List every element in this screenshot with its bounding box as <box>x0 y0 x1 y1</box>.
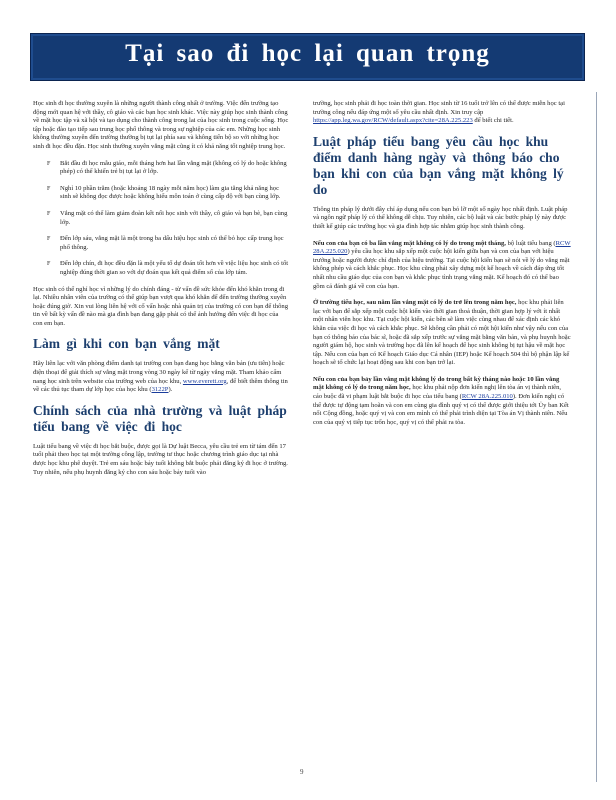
bullet-icon: F <box>47 160 51 167</box>
district-website-link[interactable]: www.everett.org <box>182 377 227 385</box>
section-heading-policy: Chính sách của nhà trường và luật pháp tiểu bang về việc đi học <box>33 402 287 434</box>
subheading: Nếu con của bạn bảy lần vắng mặt không lý do trong bất kỳ tháng nào hoặc 10 lần vắng mặt không có lý do trong năm học, <box>313 375 560 392</box>
page-divider <box>596 92 597 782</box>
title-banner <box>30 33 585 81</box>
section-heading-absence: Làm gì khi con bạn vắng mặt <box>33 336 220 352</box>
three-absences-paragraph: Nếu con của bạn có ba lần vắng mặt không có lý do trong một tháng, bộ luật tiểu bang (RCW 28A.225.020) yêu cầu học khu sắp xếp một cuộc hội kiến giữa bạn và con của bạn với hiệu trưởng hoặc người được chỉ định của hiệu trưởng. Tại cuộc hội kiến bạn sẽ nói về lý do vắng mặt không phép và cách khắc phục. Học khu cũng phải xây dựng một kế hoạch về cách đáp ứng tốt nhất nhu cầu giáo dục của con bạn và khắc phục tình trạng vắng mặt. Kế hoạch đó có thể bao gồm cả đánh giá về con của bạn. <box>313 239 571 290</box>
list-item: F Bắt đầu đi học mẫu giáo, mỗi tháng hơn hai lần vắng mặt (không có lý do hoặc không phép) có thể khiến trẻ bị tụt lại ở lớp. <box>47 159 287 176</box>
bullet-icon: F <box>47 185 51 192</box>
left-column <box>33 100 289 485</box>
rcw-010-link[interactable]: RCW 28A.225.010 <box>461 393 513 401</box>
section-heading-state-law: Luật pháp tiểu bang yêu cầu học khu điểm danh hàng ngày và thông báo cho bạn khi con của bạn vắng mặt không lý do <box>313 133 564 197</box>
list-item: F Nghỉ 10 phần trăm (hoặc khoảng 18 ngày mỗi năm học) làm gia tăng khả năng học sinh sẽ không đọc được hoặc không hiểu môn toán ở cùng cấp độ với bạn cùng lớp. <box>47 184 281 201</box>
five-absences-paragraph: Ở trường tiểu học, sau năm lần vắng mặt có lý do trở lên trong năm học, học khu phải liên lạc với bạn để sắp xếp một cuộc hội kiến vào thời gian thoả thuận, thời gian hợp lý với ít nhất một nhân viên học khu. Tại cuộc hội kiến, các bên sẽ làm việc cùng nhau để xác định các khó khăn của việc đi học và cách khắc phục. Sẽ không cần phải có một hội kiến như vậy nếu con của bạn có thông báo của bác sĩ, hoặc đã sắp xếp trước sự vắng mặt bằng văn bản, và phụ huynh hoặc người giám hộ, học sinh và trường học đã lên kế hoạch để học sinh không bị tụt hậu về mặt học tập. Nếu con của bạn có Kế hoạch Giáo dục Cá nhân (IEP) hoặc Kế hoạch 504 thì bộ phận lập kế hoạch sẽ tổ chức lại hoạt động sau khi con bạn trở lại. <box>313 299 571 367</box>
attendance-facts-list <box>33 160 289 278</box>
bullet-icon: F <box>47 261 51 268</box>
absence-paragraph: Hãy liên lạc với văn phòng điểm danh tại trường con bạn đang học bằng văn bản (ưu tiên) hoặc điện thoại để giải thích sự vắng mặt trong vòng 30 ngày kể từ ngày vắng mặt. Tham khảo cẩm nang học sinh trên website của trường web của học khu, www.everett.org, để biết thêm thông tin về các thủ tục tham dự lớp học của học khu (3122P). <box>33 360 288 394</box>
page-title: Tại sao đi học lại quan trọng <box>125 40 490 67</box>
law-intro-paragraph: Thông tin pháp lý dưới đây chỉ áp dụng nếu con bạn bỏ lỡ một số ngày học nhất định. Luật pháp và ngôn ngữ pháp lý có thể không dễ chịu. Tuy nhiên, các bộ luật và các bước pháp lý này được thiết kế giúp các trường học và gia đình hợp tác nhằm giúp học sinh thành công. <box>313 205 568 230</box>
page-number: 9 <box>300 768 304 776</box>
seven-absences-paragraph: Nếu con của bạn bảy lần vắng mặt không lý do trong bất kỳ tháng nào hoặc 10 lần vắng mặt không có lý do trong năm học, học khu phải nộp đơn kiến nghị lên tòa án vị thành niên, cáo buộc đã vi phạm luật bắt buộc đi học của tiểu bang (RCW 28A.225.010). Đơn kiến nghị có thể được tự động tạm hoãn và con em cùng gia đình quý vị có thể được giới thiệu tới Ủy ban Kết nối Cộng đồng, hoặc quý vị và con em mình có thể phải trình diện tại Tòa án Vị thành niên. Nếu con của quý vị tiếp tục trốn học, quý vị có thể phải ra tòa. <box>313 375 569 426</box>
list-item: F Đến lớp chín, đi học đều đặn là một yếu tố dự đoán tốt hơn về việc liệu học sinh có tốt nghiệp đúng thời gian so với dự đoán qua kết quả điểm số của lớp tám. <box>47 260 289 276</box>
continuation-paragraph: trường, học sinh phải đi học toàn thời gian. Học sinh từ 16 tuổi trở lên có thể được miễn học tại trường công nếu đáp ứng một số yêu cầu nhất định. Xin truy cập https://app.leg.wa.gov/RCW/default.aspx?cite=28A.225.223 để biết chi tiết. <box>313 100 565 125</box>
list-item: F Đến lớp sáu, vắng mặt là một trong ba dấu hiệu học sinh có thể bỏ học cấp trung học phổ thông. <box>47 235 284 251</box>
bullet-icon: F <box>47 210 51 217</box>
subheading: Ở trường tiểu học, sau năm lần vắng mặt có lý do trở lên trong năm học, <box>313 299 517 307</box>
right-column <box>313 100 571 435</box>
list-item: F Vắng mặt có thể làm giảm đoàn kết nối học sinh với thầy, cô giáo và bạn bè, bạn cùng lớp. <box>47 209 288 226</box>
subheading: Nếu con của bạn có ba lần vắng mặt không có lý do trong một tháng, <box>313 239 506 247</box>
bullet-icon: F <box>47 236 51 243</box>
reasons-paragraph: Học sinh có thể nghỉ học vì những lý do chính đáng - từ vấn đề sức khỏe đến khó khăn trong đi lại. Nhiều nhân viên của trường có thể giúp bạn vượt qua khó khăn để đến trường thường xuyên hoặc đúng giờ. Xin vui lòng liên hệ với cố vấn hoặc nhà quản trị của trường có con bạn để thông tin về bất kỳ vấn đề nào mà gia đình bạn đang gặp phải có thể ảnh hưởng đến việc đi học của con em bạn. <box>33 285 289 327</box>
procedure-3122p-link[interactable]: 3122P <box>151 386 169 394</box>
rcw-223-link[interactable]: https://app.leg.wa.gov/RCW/default.aspx?cite=28A.225.223 <box>313 117 473 125</box>
rcw-020-link[interactable]: RCW 28A.225.020 <box>313 239 571 256</box>
intro-paragraph: Học sinh đi học thường xuyên là những người thành công nhất ở trường. Việc đến trường tạo động mới quan hệ với thầy, cô giáo và các bạn học sinh khác. Việc này giúp học sinh thành công về mặt học tập và xã hội và tạo dụng cho thành công trong lai của học sinh trong cuộc sống. Học tập hoặc đào tạo tiếp sau trung học phổ thông và trong sự nghiệp của các em. Những học sinh không thường xuyên đến trường thường bị tụt lại phía sau và không tiến bộ so với những học sinh đi học đều đặn. Học sinh thường xuyên vắng mặt cũng ít có khả năng tốt nghiệp trung học. <box>33 100 289 150</box>
policy-paragraph: Luật tiểu bang về việc đi học bắt buộc, được gọi là Dự luật Becca, yêu cầu trẻ em từ tám đến 17 tuổi phải theo học tại một trường công lập, trường tư thục hoặc chương trình giáo dục tại nhà được học khu phê duyệt. Trẻ em sáu hoặc bảy tuổi không bắt buộc phải đăng ký đi học ở trường. Tuy nhiên, nếu phụ huynh đăng ký cho con sáu hoặc bảy tuổi vào <box>33 442 288 476</box>
